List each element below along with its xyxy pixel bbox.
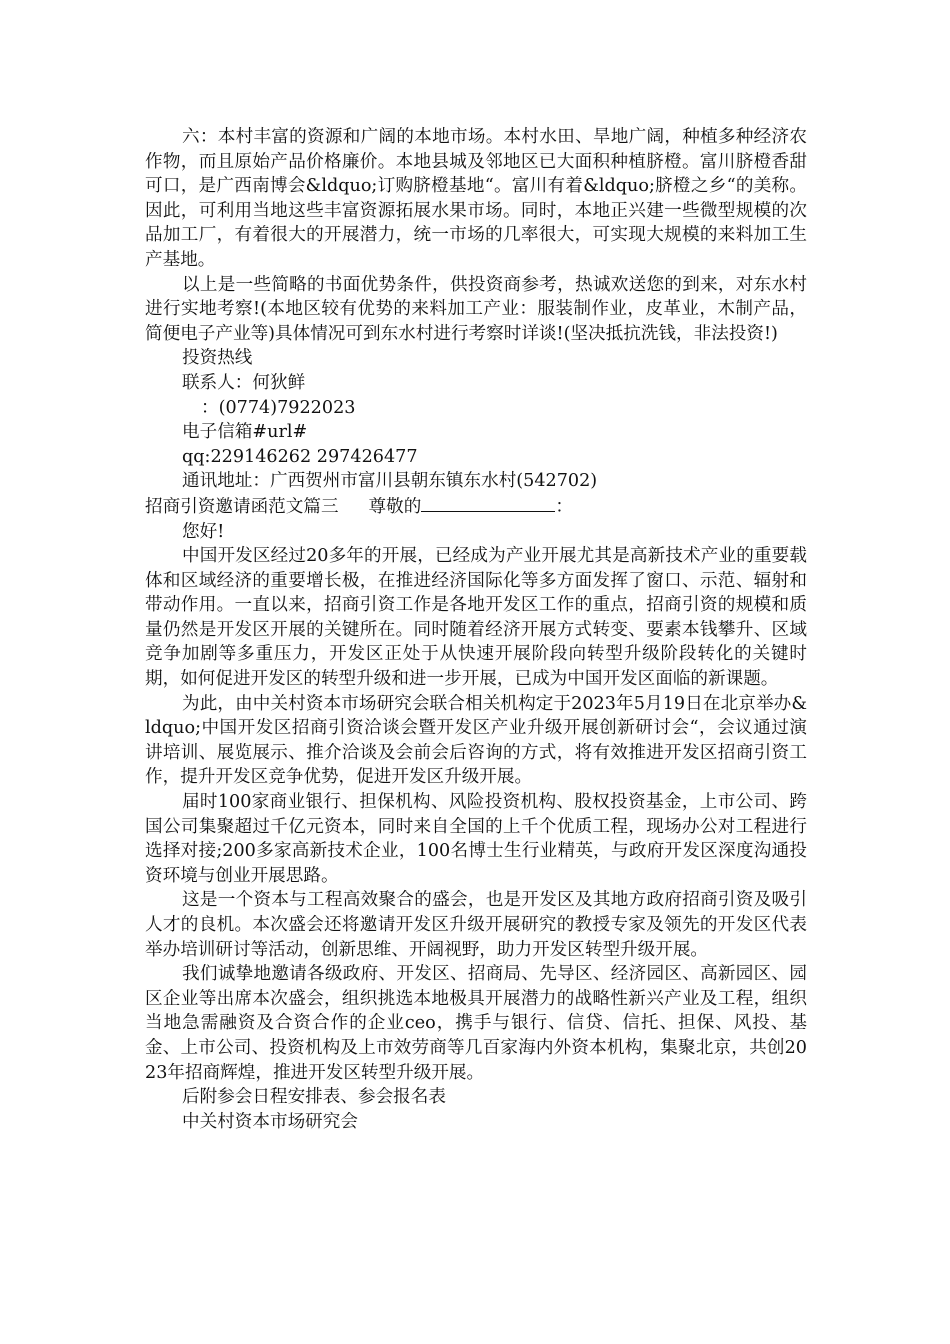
letter-greeting: 您好!: [182, 521, 225, 542]
contact-person: 联系人：何狄鲜: [182, 372, 306, 393]
letter-paragraph-1: 中国开发区经过20多年的开展，已经成为产业开展尤其是高新技术产业的重要载体和区域经济的重要增长极，在推进经济国际化等多方面发挥了窗口、示范、辐射和带动作用。一直以来，招商引资工作是各地开发区工作的重点，招商引资的规模和质量仍然是开发区开展的关键所在。同时随着经济开展方式转变、要素本钱攀升、区域竞争加剧等多重压力，开发区正处于从快速开展阶段向转型升级阶段转化的关键时期，如何促进开发区的转型升级和进一步开展，已成为中国开发区面临的新课题。: [145, 546, 807, 690]
contact-address: 通讯地址：广西贺州市富川县朝东镇东水村(542702): [182, 471, 598, 492]
letter-signature: 中关村资本市场研究会: [182, 1111, 358, 1132]
contact-hotline-heading: 投资热线: [182, 348, 253, 369]
letter-paragraph-5: 我们诚挚地邀请各级政府、开发区、招商局、先导区、经济园区、高新园区、园区企业等出席本次盛会，组织挑选本地极具开展潜力的战略性新兴产业及工程，组织当地急需融资及合资合作的企业ceo，携手与银行、信贷、信托、担保、风投、基金、上市公司、投资机构及上市效劳商等几百家海内外资本机构，集聚北京，共创2023年招商辉煌，推进开发区转型升级开展。: [145, 964, 807, 1083]
salutation-prefix: 尊敬的: [368, 496, 422, 517]
paragraph-resources: 六：本村丰富的资源和广阔的本地市场。本村水田、旱地广阔，种植多种经济农作物，而且原始产品价格廉价。本地县城及邻地区已大面积种植脐橙。富川脐橙香甜可口，是广西南博会&ldquo;订购脐橙基地“。富川有着&ldquo;脐橙之乡“的美称。因此，可利用当地这些丰富资源拓展水果市场。同时，本地正兴建一些微型规模的次品加工厂，有着很大的开展潜力，统一市场的几率很大，可实现大规模的来料加工生产基地。: [145, 127, 807, 270]
contact-phone: ：(0774)7922023: [201, 397, 356, 418]
salutation-blank: [421, 494, 555, 512]
letter-paragraph-4: 这是一个资本与工程高效聚合的盛会，也是开发区及其地方政府招商引资及吸引人才的良机。本次盛会还将邀请开发区升级开展研究的教授专家及领先的开发区代表举办培训研讨等活动，创新思维、开阔视野，助力开发区转型升级开展。: [145, 890, 807, 960]
letter-heading-line: [145, 494, 807, 520]
contact-qq: qq:229146262 297426477: [182, 446, 418, 467]
document-body: [145, 125, 807, 1134]
letter-paragraph-3: 届时100家商业银行、担保机构、风险投资机构、股权投资基金，上市公司、跨国公司集聚超过千亿元资本，同时来自全国的上千个优质工程，现场办公对工程进行选择对接;200多家高新技术企业，100名博士生行业精英，与政府开发区深度沟通投资环境与创业开展思路。: [145, 792, 807, 886]
contact-email: 电子信箱#url#: [182, 422, 308, 443]
salutation-suffix: ：: [555, 496, 573, 517]
letter-attachment-note: 后附参会日程安排表、参会报名表: [182, 1087, 446, 1108]
paragraph-invitation-summary: 以上是一些简略的书面优势条件，供投资商参考，热诚欢送您的到来，对东水村进行实地考察!(本地区较有优势的来料加工产业：服装制作业，皮革业，木制产品，简便电子产业等)具体情况可到东水村进行考察时详谈!(坚决抵抗洗钱，非法投资!): [145, 274, 807, 344]
letter-heading: 招商引资邀请函范文篇三: [145, 496, 339, 517]
letter-paragraph-2: 为此，由中关村资本市场研究会联合相关机构定于2023年5月19日在北京举办&ldquo;中国开发区招商引资洽谈会暨开发区产业升级开展创新研讨会“，会议通过演讲培训、展览展示、推介洽谈及会前会后咨询的方式，将有效推进开发区招商引资工作，提升开发区竞争优势，促进开发区升级开展。: [145, 693, 807, 788]
